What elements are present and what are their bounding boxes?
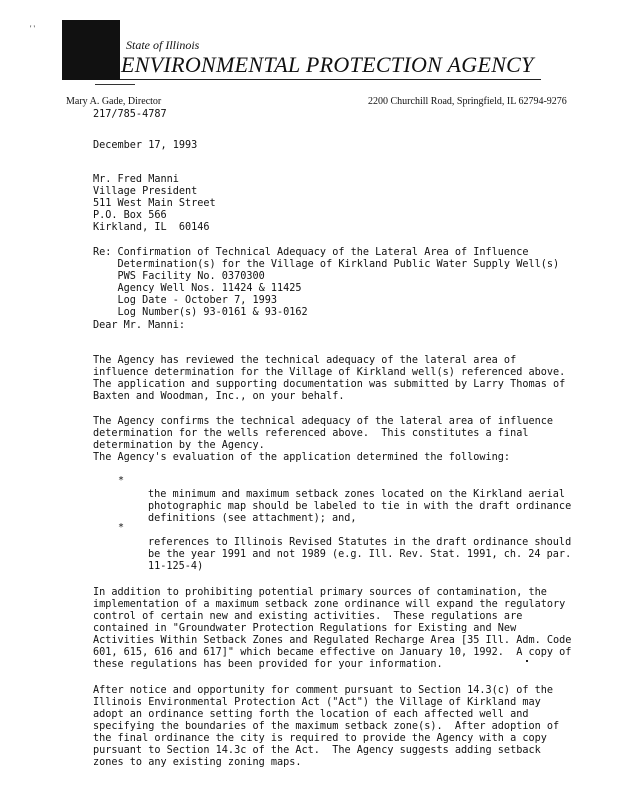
paragraph-line: zones to any existing zoning maps. xyxy=(93,757,302,768)
paragraph-line: these regulations has been provided for your information. xyxy=(93,659,443,670)
letterhead-dash xyxy=(95,84,135,85)
paragraph-line: 601, 615, 616 and 617]" which became effective on January 10, 1992. A copy of xyxy=(93,647,572,658)
paragraph-line: contained in "Groundwater Protection Regulations for Existing and New xyxy=(93,623,517,634)
re-block xyxy=(93,235,559,331)
paragraph-evaluation: The Agency's evaluation of the application determined the following: xyxy=(93,452,511,463)
re-line: PWS Facility No. 0370300 xyxy=(93,271,265,282)
bullet-line: 11-125-4) xyxy=(148,561,204,572)
paragraph-ordinance xyxy=(93,673,559,781)
paragraph-line: The Agency confirms the technical adequacy of the lateral area of influence xyxy=(93,416,554,427)
paragraph-line: determination for the wells referenced above. This constitutes a final xyxy=(93,428,529,439)
corner-mark: ' ' xyxy=(30,24,35,33)
recipient-line: Kirkland, IL 60146 xyxy=(93,222,210,233)
paragraph-line: implementation of a maximum setback zone ordinance will expand the regulatory xyxy=(93,599,566,610)
recipient-line: Village President xyxy=(93,186,198,197)
bullet-marker: * xyxy=(118,475,125,486)
state-of-illinois-label: State of Illinois xyxy=(126,38,200,52)
agency-phone: 217/785-4787 xyxy=(93,109,167,120)
salutation: Dear Mr. Manni: xyxy=(93,320,186,331)
paragraph-line: influence determination for the Village of Kirkland well(s) referenced above. xyxy=(93,367,566,378)
paragraph-line: After notice and opportunity for comment pursuant to Section 14.3(c) of the xyxy=(93,685,554,696)
re-line: Log Date - October 7, 1993 xyxy=(93,295,278,306)
letterhead-rule xyxy=(120,79,541,80)
paragraph-line: determination by the Agency. xyxy=(93,440,265,451)
paragraph-regulations xyxy=(93,575,571,683)
paragraph-line: pursuant to Section 14.3c of the Act. The Agency suggests adding setback xyxy=(93,745,541,756)
paragraph-line: Activities Within Setback Zones and Regulated Recharge Area [35 Ill. Adm. Code xyxy=(93,635,572,646)
bullet-line: references to Illinois Revised Statutes in the draft ordinance should xyxy=(148,537,572,548)
paragraph-line: specifying the boundaries of the maximum setback zone(s). After adoption of xyxy=(93,721,560,732)
re-line: Log Number(s) 93-0161 & 93-0162 xyxy=(93,307,308,318)
paragraph-line: The application and supporting documentation was submitted by Larry Thomas of xyxy=(93,379,566,390)
paragraph-line: Baxten and Woodman, Inc., on your behalf. xyxy=(93,391,345,402)
recipient-line: Mr. Fred Manni xyxy=(93,174,179,185)
re-line: Determination(s) for the Village of Kirkland Public Water Supply Well(s) xyxy=(93,259,560,270)
letter-date: December 17, 1993 xyxy=(93,140,198,151)
paragraph-line: In addition to prohibiting potential primary sources of contamination, the xyxy=(93,587,547,598)
agency-logo-block xyxy=(62,20,120,80)
bullet-line: be the year 1991 and not 1989 (e.g. Ill. Rev. Stat. 1991, ch. 24 par. xyxy=(148,549,572,560)
recipient-address xyxy=(93,162,216,246)
bullet-line: definitions (see attachment); and, xyxy=(148,513,357,524)
paragraph-line: Illinois Environmental Protection Act ("Act") the Village of Kirkland may xyxy=(93,697,541,708)
paragraph-line: adopt an ordinance setting forth the location of each affected well and xyxy=(93,709,529,720)
bullet-marker: * xyxy=(118,522,125,533)
agency-address: 2200 Churchill Road, Springfield, IL 62794-9276 xyxy=(368,96,567,107)
paragraph-line: the final ordinance the city is required to provide the Agency with a copy xyxy=(93,733,547,744)
paragraph-line: The Agency has reviewed the technical adequacy of the lateral area of xyxy=(93,355,517,366)
director-name: Mary A. Gade, Director xyxy=(66,96,162,107)
re-line: Re: Confirmation of Technical Adequacy of the Lateral Area of Influence xyxy=(93,247,529,258)
recipient-line: P.O. Box 566 xyxy=(93,210,167,221)
recipient-line: 511 West Main Street xyxy=(93,198,216,209)
agency-title: ENVIRONMENTAL PROTECTION AGENCY xyxy=(121,52,534,77)
paragraph-line: control of certain new and existing activities. These regulations are xyxy=(93,611,523,622)
re-line: Agency Well Nos. 11424 & 11425 xyxy=(93,283,302,294)
bullet-line: photographic map should be labeled to tie in with the draft ordinance xyxy=(148,501,572,512)
bullet-line: the minimum and maximum setback zones located on the Kirkland aerial xyxy=(148,489,566,500)
scan-speck xyxy=(526,660,528,662)
